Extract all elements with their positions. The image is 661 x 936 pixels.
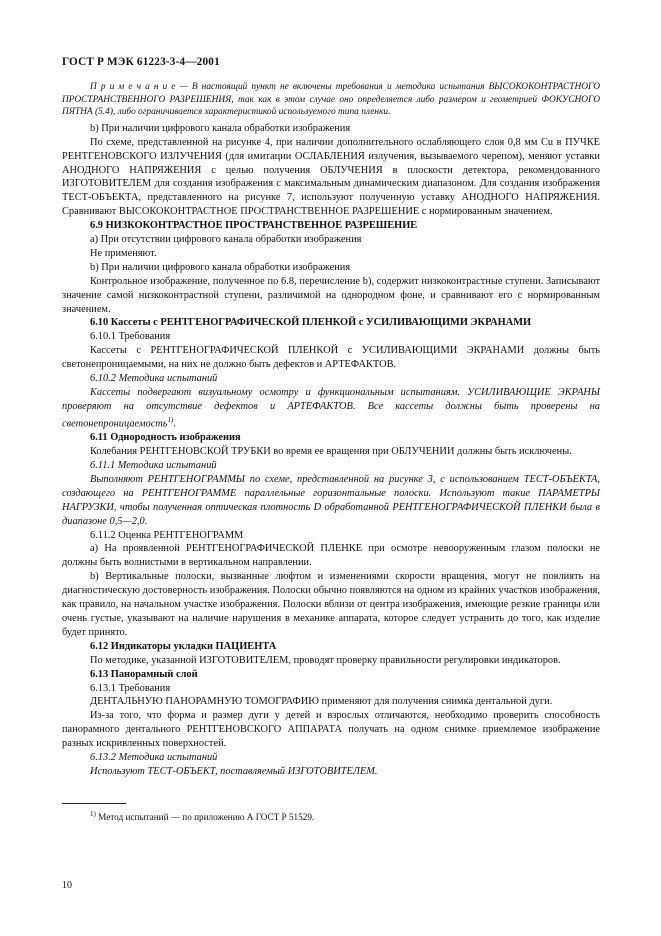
document-page: [62, 56, 600, 823]
section-heading-6-10: 6.10 Кассеты с РЕНТГЕНОГРАФИЧЕСКОЙ ПЛЕНКОЙ с УСИЛИВАЮЩИМИ ЭКРАНАМИ: [90, 317, 532, 329]
paragraph: ДЕНТАЛЬНУЮ ПАНОРАМНУЮ ТОМОГРАФИЮ применяют для получения снимка дентальной дуги.: [90, 696, 553, 708]
subsection-heading: 6.11.2 Оценка РЕНТГЕНОГРАММ: [90, 529, 244, 541]
section-heading-6-11: 6.11 Однородность изображения: [90, 432, 241, 444]
item-b: b) При наличии цифрового канала обработки изображения: [90, 261, 351, 273]
paragraph: Выполняют РЕНТГЕНОГРАММЫ по схеме, представленной на рисунке 3, с использованием ТЕСТ-ОБЪЕКТА, создающего на РЕНТГЕНОГРАММЕ параллельные горизонтальные полоски. Используют такие ПАРАМЕТРЫ НАГРУЗКИ, чтобы полученная оптическая плотность D обработанной РЕНТГЕНОГРАФИЧЕСКОЙ ПЛЕНКИ была в диапазоне 0,5—2,0.: [62, 473, 600, 527]
paragraph: Кассеты с РЕНТГЕНОГРАФИЧЕСКОЙ ПЛЕНКОЙ с УСИЛИВАЮЩИМИ ЭКРАНАМИ должны быть светонепроницаемыми, на них не должно быть дефектов и АРТЕФАКТОВ.: [62, 345, 600, 371]
running-header: ГОСТ Р МЭК 61223-3-4—2001: [62, 56, 220, 68]
paragraph: Колебания РЕНТГЕНОВСКОЙ ТРУБКИ во время ее вращения при ОБЛУЧЕНИИ должны быть исключены.: [90, 446, 572, 458]
item-a: a) На проявленной РЕНТГЕНОГРАФИЧЕСКОЙ ПЛЕНКЕ при осмотре невооруженным глазом полоски не должны быть волнистыми в вертикальном направлении.: [62, 543, 600, 569]
note: П р и м е ч а н и е — В настоящий пункт не включены требования и методика испытания ВЫСОКОКОНТРАСТНОГО ПРОСТРАНСТВЕННОГО РАЗРЕШЕНИЯ, так как в этом случае оно определяется либо размером и геометрией ФОКУСНОГО ПЯТНА (5.4), либо ограничивается характеристикой используемого типа пленки.: [62, 82, 600, 118]
section-heading-6-9: 6.9 НИЗКОКОНТРАСТНОЕ ПРОСТРАНСТВЕННОЕ РАЗРЕШЕНИЕ: [90, 220, 418, 232]
item-b-digital: b) При наличии цифрового канала обработки изображения: [90, 122, 351, 134]
footnote-divider: [62, 803, 126, 804]
paragraph: Не применяют.: [90, 247, 157, 259]
footnote-marker: 1): [167, 415, 174, 424]
paragraph: По схеме, представленной на рисунке 4, при наличии дополнительного ослабляющего слоя 0,8 мм Cu в ПУЧКЕ РЕНТГЕНОВСКОГО ИЗЛУЧЕНИЯ (для имитации ОСЛАБЛЕНИЯ излучения, вызываемого черепом), меняют уставки АНОДНОГО НАПРЯЖЕНИЯ с целью получения ОБЛУЧЕНИЯ в плоскости детектора, рекомендованного ИЗГОТОВИТЕЛЕМ для создания изображения с максимальным динамическим диапазоном. Для создания изображения ТЕСТ-ОБЪЕКТА, представленного на рисунке 7, используют полученную уставку АНОДНОГО НАПРЯЖЕНИЯ. Сравнивают ВЫСОКОКОНТРАСТНОЕ ПРОСТРАНСТВЕННОЕ РАЗРЕШЕНИЕ с нормированным значением.: [62, 136, 600, 218]
subsection-heading: 6.13.2 Методика испытаний: [90, 752, 218, 764]
footnote-marker: 1): [90, 809, 96, 818]
subsection-heading: 6.13.1 Требования: [90, 682, 171, 694]
item-b: b) Вертикальные полоски, вызванные люфтом и изменениями скорости вращения, могут не повлиять на диагностическую достоверность изображения. Полоски обычно появляются на одном из крайних участков изображения, как правило, на начальном участке изображения. Полоски вблизи от центра изображения, имеющие резкие границы или очень густые, указывают на наличие нарушения в механике аппарата, которое следует устранить до того, как изделие будет принято.: [62, 571, 600, 638]
paragraph: Из-за того, что форма и размер дуги у детей и взрослых отличаются, необходимо проверить способность панорамного дентального РЕНТГЕНОВСКОГО АППАРАТА получать на одном снимке приемлемое изображение разных искривленных поверхностей.: [62, 710, 600, 750]
subsection-heading: 6.10.1 Требования: [90, 331, 171, 343]
section-heading-6-12: 6.12 Индикаторы укладки ПАЦИЕНТА: [90, 640, 277, 652]
section-heading-6-13: 6.13 Панорамный слой: [90, 668, 198, 680]
paragraph: Контрольное изображение, полученное по 6.8, перечисление b), содержит низкоконтрастные ступени. Записывают значение самой низкоконтрастной ступени, различимой на однородном фоне, и сравнивают его с нормированным значением.: [62, 275, 600, 315]
paragraph: По методике, указанной ИЗГОТОВИТЕЛЕМ, проводят проверку правильности регулировки индикаторов.: [90, 654, 561, 666]
item-a: a) При отсутствии цифрового канала обработки изображения: [90, 234, 362, 246]
footnote-text: Метод испытаний — по приложению А ГОСТ Р 51529.: [98, 811, 315, 822]
paragraph: Используют ТЕСТ-ОБЪЕКТ, поставляемый ИЗГОТОВИТЕЛЕМ.: [90, 765, 378, 777]
paragraph-with-footnote: Кассеты подвергают визуальному осмотру и функциональным испытаниям. УСИЛИВАЮЩИЕ ЭКРАНЫ проверяют на отсутствие дефектов и АРТЕФАКТОВ. Все кассеты должны быть проверены на светонепроницаемость$^{1)}$.: [62, 387, 600, 430]
subsection-heading: 6.10.2 Методика испытаний: [90, 373, 218, 385]
subsection-heading: 6.11.1 Методика испытаний: [90, 460, 217, 471]
page-number: 10: [62, 880, 72, 891]
paragraph-text: Кассеты подвергают визуальному осмотру и функциональным испытаниям. УСИЛИВАЮЩИЕ ЭКРАНЫ проверяют на отсутствие дефектов и АРТЕФАКТОВ. Все кассеты должны быть проверены на светонепроницаемость: [62, 387, 600, 430]
footnote: [62, 808, 600, 823]
